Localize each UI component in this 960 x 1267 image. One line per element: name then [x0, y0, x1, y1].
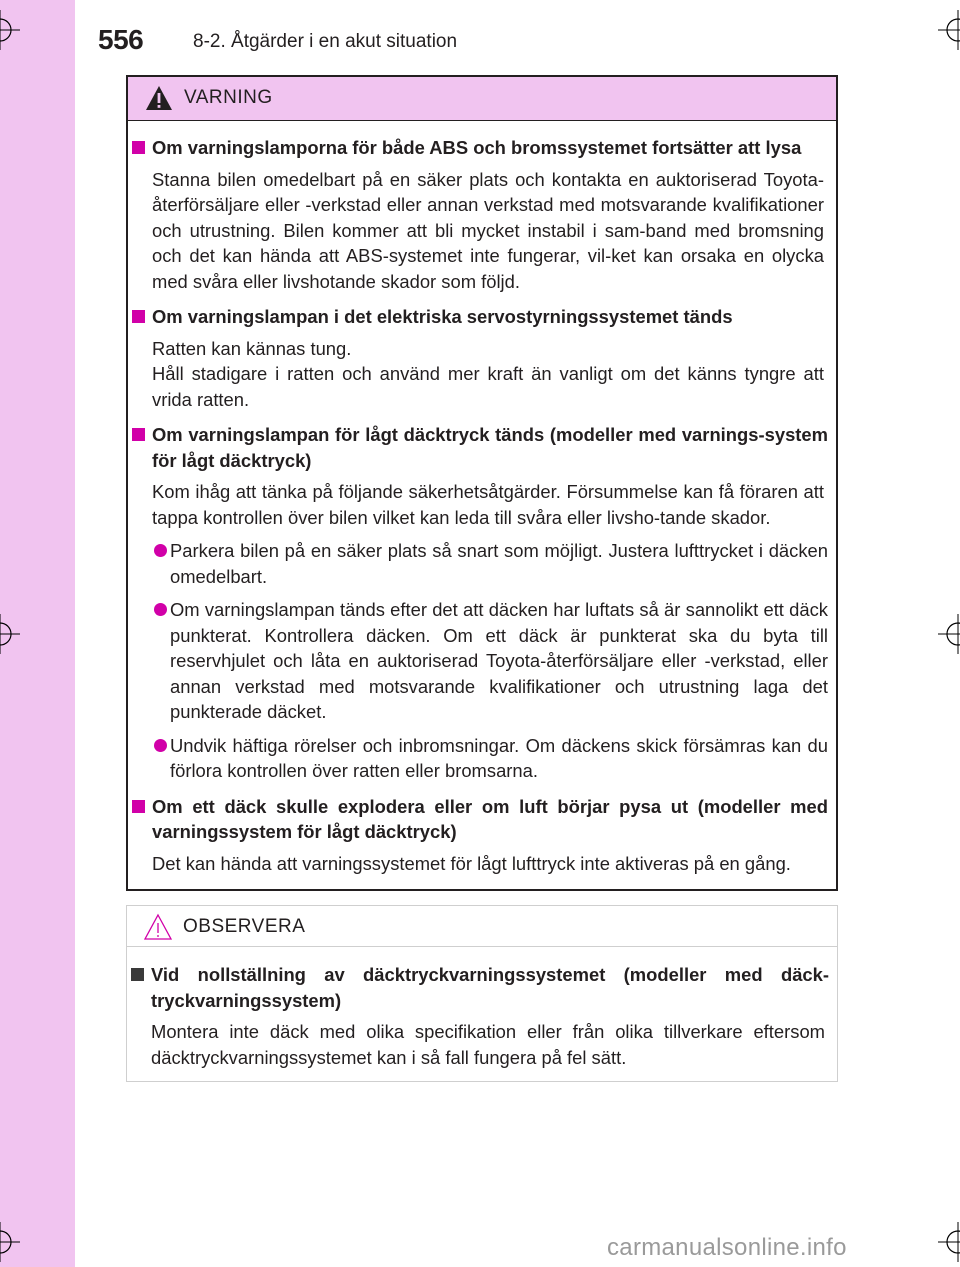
square-bullet-icon [132, 428, 145, 441]
section-heading [128, 794, 836, 845]
square-bullet-icon [131, 968, 144, 981]
section-paragraph: Ratten kan kännas tung. [152, 337, 352, 359]
registration-mark-icon [938, 10, 960, 50]
warning-header [128, 77, 836, 121]
registration-mark-icon [938, 1222, 960, 1262]
section-paragraph: Stanna bilen omedelbart på en säker plats och kontakta en auktoriserad Toyota-återförsäljare eller -verkstad eller annan verkstad med motsvarande kvalifikationer och utrustning. Bilen kommer att bli mycket instabil i sam-band med bromsning och det kan hända att ABS-systemet inte fungerar, vil-ket kan orsaka en olycka med svåra eller livshotande skador som följd. [152, 168, 824, 292]
warning-box [126, 75, 838, 891]
square-bullet-icon [132, 141, 145, 154]
bullet-item [128, 733, 836, 784]
warning-triangle-icon [144, 83, 174, 113]
section-heading-text: Om varningslampan i det elektriska servostyrningssystemet tänds [152, 306, 733, 327]
square-bullet-icon [132, 310, 145, 323]
bullet-text: Om varningslampan tänds efter det att däcken har luftats så är sannolikt ett däck punkterat. Kontrollera däcken. Om ett däck är punkterat ska du byta till reservhjulet och låta en auktoriserad Toyota-återförsäljare eller -verkstad, eller annan verkstad med motsvarande kvalifikationer och utrustning laga det punkterade däcket. [170, 599, 828, 722]
section-heading [128, 304, 836, 330]
round-bullet-icon [154, 544, 167, 557]
caution-triangle-icon [143, 912, 173, 942]
watermark: carmanualsonline.info [607, 1234, 847, 1261]
section-title: 8-2. Åtgärder i en akut situation [193, 31, 458, 52]
section-heading [127, 962, 837, 1013]
bullet-item [128, 597, 836, 725]
section-paragraph: Håll stadigare i ratten och använd mer kraft än vanligt om det känns tyngre att vrida ratten. [152, 363, 824, 410]
section-paragraph: Kom ihåg att tänka på följande säkerhetsåtgärder. Försummelse kan få föraren att tappa kontrollen över bilen vilket kan leda till svåra eller livsho-tande skador. [152, 481, 824, 528]
section-heading [128, 422, 836, 473]
section-block [127, 962, 837, 1070]
section-paragraph: Montera inte däck med olika specifikation eller från olika tillverkare eftersom däcktryckvarningssystemet kan i så fall fungera på fel sätt. [151, 1021, 825, 1068]
section-block [128, 422, 836, 784]
bullet-item [128, 538, 836, 589]
section-heading-text: Vid nollställning av däcktryckvarningssystemet (modeller med däck-tryckvarningssystem) [151, 964, 829, 1011]
notice-label: OBSERVERA [183, 916, 306, 937]
notice-header [127, 906, 837, 947]
bullet-text: Undvik häftiga rörelser och inbromsningar. Om däckens skick försämras kan du förlora kontrollen över ratten eller bromsarna. [170, 734, 828, 781]
notice-box [126, 905, 838, 1082]
section-heading [128, 135, 836, 161]
bullet-text: Parkera bilen på en säker plats så snart som möjligt. Justera lufttrycket i däcken omedelbart. [170, 540, 828, 587]
registration-mark-icon [0, 1222, 20, 1262]
section-block [128, 304, 836, 412]
warning-label: VARNING [184, 87, 273, 108]
round-bullet-icon [154, 603, 167, 616]
registration-mark-icon [0, 10, 20, 50]
square-bullet-icon [132, 800, 145, 813]
registration-mark-icon [938, 614, 960, 654]
section-heading-text: Om varningslampan för lågt däcktryck tänds (modeller med varnings-system för lågt däcktryck) [152, 424, 828, 471]
notice-content [127, 962, 837, 1080]
page-number: 556 [98, 24, 144, 55]
warning-content [128, 135, 836, 886]
section-paragraph: Det kan hända att varningssystemet för lågt lufttryck inte aktiveras på en gång. [152, 852, 791, 874]
section-heading-text: Om varningslamporna för både ABS och bromssystemet fortsätter att lysa [152, 137, 802, 158]
registration-mark-icon [0, 614, 20, 654]
section-block [128, 135, 836, 294]
section-heading-text: Om ett däck skulle explodera eller om luft börjar pysa ut (modeller med varningssystem för lågt däcktryck) [152, 795, 828, 842]
section-block [128, 794, 836, 877]
round-bullet-icon [154, 739, 167, 752]
